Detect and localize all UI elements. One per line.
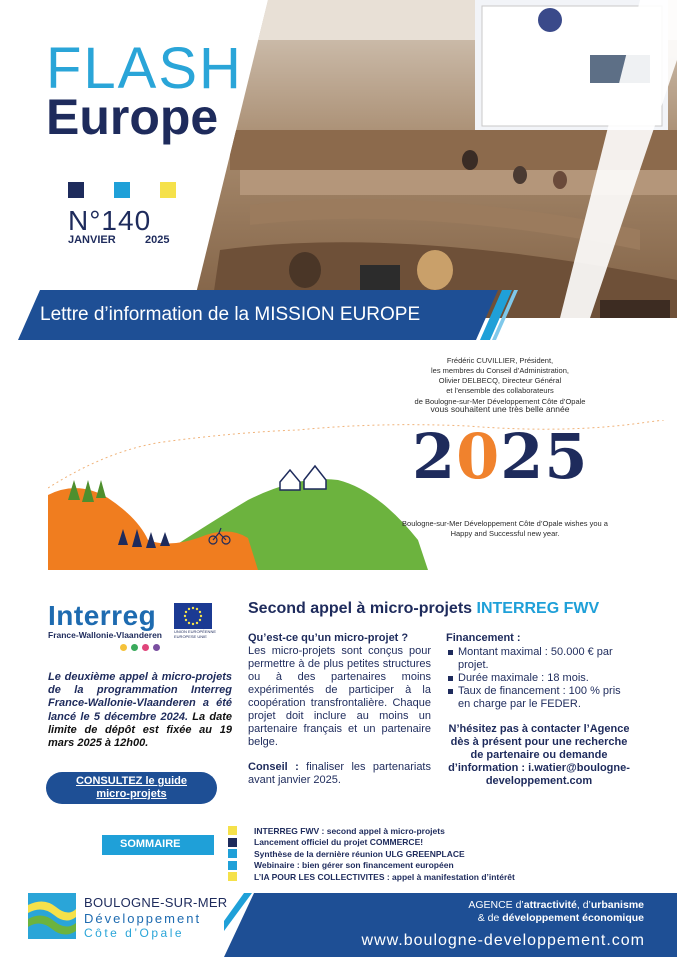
article-question: Qu’est-ce qu’un micro-projet ? — [248, 632, 409, 644]
article-conseil — [248, 761, 431, 787]
year-2025 — [412, 420, 589, 493]
financement-item: Montant maximal : 50.000 € par projet. — [446, 646, 632, 672]
agency-text: AGENCE d’ — [468, 899, 524, 911]
footer-name-line3: Côte d’Opale — [84, 926, 185, 940]
article-column-left — [248, 632, 431, 787]
issue-year: 2025 — [145, 234, 170, 246]
year-digit: 2 — [412, 420, 457, 493]
bullet-square-icon — [228, 826, 237, 835]
financement-list — [446, 646, 632, 711]
article-title — [248, 600, 599, 618]
greeting-english-line: Happy and Successful new year. — [450, 529, 560, 539]
consult-guide-button[interactable] — [46, 772, 217, 804]
financement-item: Durée maximale : 18 mois. — [446, 672, 632, 685]
eu-caption: UNION EUROPÉENNE EUROPESE UNIE — [174, 629, 217, 639]
consult-guide-line: micro-projets — [96, 788, 167, 800]
sommaire-item[interactable] — [228, 871, 515, 883]
article-column-right — [446, 632, 632, 788]
year-digit: 0 — [456, 420, 501, 493]
greeting-wish: vous souhaitent une très belle année — [430, 404, 570, 414]
year-digit: 2 — [500, 420, 545, 493]
purple-dot — [153, 644, 160, 651]
sommaire-item-label: Webinaire : bien gérer son financement européen — [254, 860, 454, 871]
header — [0, 0, 677, 345]
agency-bold: urbanisme — [590, 899, 644, 911]
agency-bold: développement économique — [502, 912, 644, 925]
navy-square — [68, 182, 84, 198]
conseil-label: Conseil : — [248, 760, 299, 773]
sommaire-item-label: INTERREG FWV : second appel à micro-projets — [254, 825, 445, 836]
greeting-line: Olivier DELBECQ, Directeur Général — [438, 376, 562, 386]
sommaire-item[interactable] — [228, 837, 515, 849]
bullet-square-icon — [228, 861, 237, 870]
issue-number: N°140 — [68, 205, 152, 236]
article-body: Les micro-projets sont conçus pour permettre à de plus petites structures ou à des partenaires moins expérimentés de participer à la coopération transfrontalière. Chaque projet doit inclure au moins un partenaire français et un partenaire belge. — [248, 644, 431, 748]
pink-dot — [142, 644, 149, 651]
green-dot — [131, 644, 138, 651]
europe-title: Europe — [46, 89, 219, 145]
conseil-text: finaliser les partenariats avant janvier 2025. — [248, 760, 431, 786]
sommaire-item[interactable] — [228, 860, 515, 872]
interreg-subtitle: France-Wallonie-Vlaanderen — [48, 630, 162, 640]
eu-flag-icon — [174, 603, 212, 629]
contact-text: N’hésitez pas à contacter l’Agence dès à présent pour une recherche de partenaire ou demande d’information : i.watier@boulogne-developpement.com — [448, 722, 630, 787]
footer-name-line1: BOULOGNE-SUR-MER — [84, 895, 228, 910]
interreg-logo: Interreg — [48, 600, 157, 631]
interreg-dots — [120, 644, 160, 651]
greeting-english — [380, 519, 630, 539]
yellow-dot — [120, 644, 127, 651]
agency-text: & de — [477, 912, 503, 925]
sommaire-list — [228, 825, 515, 883]
article-title-text: Second appel à micro-projets — [248, 600, 477, 617]
color-squares — [68, 182, 176, 198]
bullet-square-icon — [228, 849, 237, 858]
sommaire-item[interactable] — [228, 848, 515, 860]
sommaire-item-label: Lancement officiel du projet COMMERCE! — [254, 837, 424, 848]
greeting-english-line: Boulogne-sur-Mer Développement Côte d’Opale wishes you a — [402, 519, 608, 528]
sommaire-label: SOMMAIRE — [120, 838, 181, 850]
boulogne-logo-icon — [28, 893, 76, 939]
greeting-signatories — [340, 356, 660, 407]
bullet-square-icon — [228, 838, 237, 847]
article-title-highlight: INTERREG FWV — [476, 600, 600, 617]
greeting-line: de Boulogne-sur-Mer Développement Côte d’Opale — [414, 396, 586, 406]
sommaire-item-label: L’IA POUR LES COLLECTIVITES : appel à manifestation d’intérêt — [254, 871, 515, 882]
bullet-square-icon — [228, 872, 237, 881]
financement-item: Taux de financement : 100 % pris en charge par le FEDER. — [446, 685, 632, 711]
yellow-square — [160, 182, 176, 198]
website-link[interactable]: www.boulogne-developpement.com — [361, 932, 645, 949]
greeting-line: les membres du Conseil d’Administration, — [431, 366, 569, 376]
sommaire-item-label: Synthèse de la dernière réunion ULG GREENPLACE — [254, 848, 465, 859]
sommaire-item[interactable] — [228, 825, 515, 837]
banner-text: Lettre d’information de la MISSION EUROPE — [40, 304, 421, 325]
footer-name-line2: Développement — [84, 911, 202, 926]
flash-title: FLASH — [46, 36, 243, 101]
year-digit: 5 — [544, 420, 589, 493]
consult-guide-line: CONSULTEZ le guide — [75, 775, 188, 787]
interreg-intro-text: Le deuxième appel à micro-projets de la programmation Interreg France-Wallonie-Vlaanderen a été lancé le 5 décembre 2024. — [48, 671, 232, 723]
financement-title: Financement : — [446, 632, 521, 644]
greeting-line: Frédéric CUVILLIER, Président, — [446, 356, 554, 365]
interreg-deadline: La date limite de dépôt est fixée au 19 mars 2025 à 12h00. — [48, 710, 233, 749]
agency-bold: attractivité — [523, 899, 577, 911]
interreg-intro — [48, 671, 232, 750]
issue-month: JANVIER — [68, 234, 116, 246]
agency-tagline — [380, 899, 644, 925]
blue-square — [114, 182, 130, 198]
greeting-line: et l’ensemble des collaborateurs — [446, 386, 554, 396]
agency-text: , d’ — [576, 899, 591, 911]
